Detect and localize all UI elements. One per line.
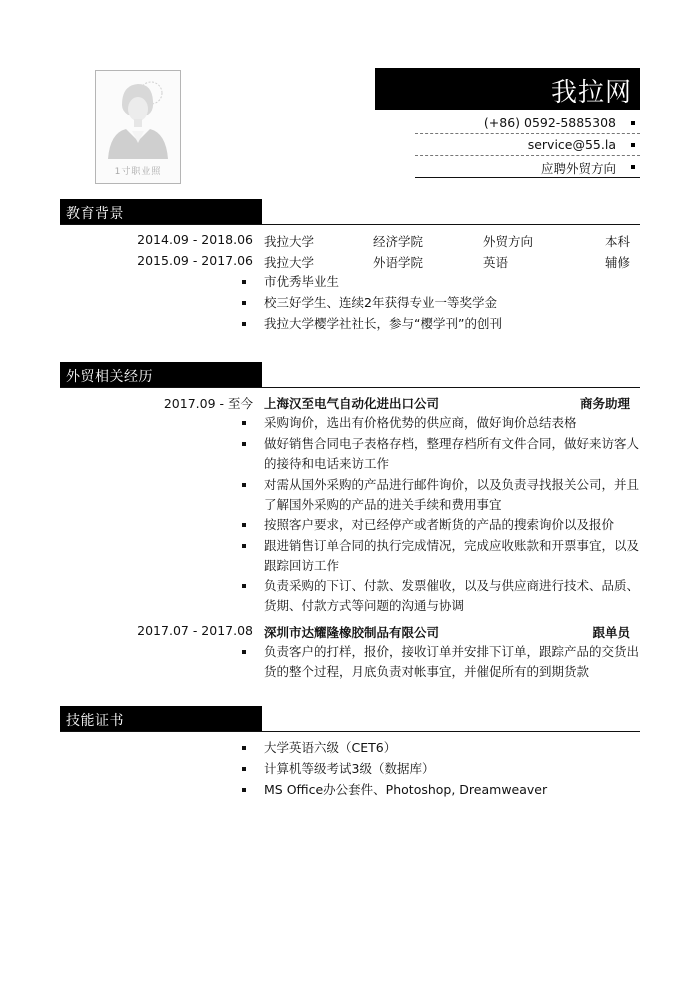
photo-caption: 1寸职业照 xyxy=(114,167,162,177)
square-bullet-icon xyxy=(242,442,246,446)
job-role: 跟单员 xyxy=(592,625,630,640)
phone-row xyxy=(415,112,640,133)
duty-text: 负责客户的打样，报价，接收订单并安排下订单，跟踪产品的交货出货的整个过程，月底负责对帐事宜，并催促所有的到期货款 xyxy=(264,644,640,679)
honor-text: 校三好学生、连续2年获得专业一等奖学金 xyxy=(264,295,497,310)
college-name: 外语学院 xyxy=(373,255,424,270)
square-bullet-icon xyxy=(242,767,246,771)
name-banner xyxy=(375,68,640,110)
degree-name: 本科 xyxy=(604,234,630,249)
divider xyxy=(415,177,640,178)
major-name: 英语 xyxy=(483,255,509,270)
skill-text: 大学英语六级（CET6） xyxy=(264,740,397,755)
college-name: 经济学院 xyxy=(373,234,424,249)
square-bullet-icon xyxy=(631,165,635,169)
email-address: service@55.la xyxy=(527,137,616,152)
square-bullet-icon xyxy=(242,523,246,527)
section-header-experience xyxy=(60,362,262,387)
job-role: 商务助理 xyxy=(579,396,630,411)
square-bullet-icon xyxy=(242,483,246,487)
phone-number: (+86) 0592-5885308 xyxy=(483,115,616,130)
square-bullet-icon xyxy=(631,143,635,147)
honor-text: 我拉大学樱学社社长，参与“樱学刊”的创刊 xyxy=(264,316,502,331)
education-entry xyxy=(60,230,640,250)
major-name: 外贸方向 xyxy=(483,234,534,249)
square-bullet-icon xyxy=(242,322,246,326)
job-entry xyxy=(60,621,640,641)
square-bullet-icon xyxy=(242,280,246,284)
square-bullet-icon xyxy=(242,584,246,588)
duty-text: 按照客户要求，对已经停产或者断货的产品的搜索询价以及报价 xyxy=(264,517,615,532)
square-bullet-icon xyxy=(242,421,246,425)
square-bullet-icon xyxy=(242,301,246,305)
degree-name: 辅修 xyxy=(604,255,630,270)
section-divider xyxy=(60,224,640,225)
school-name: 我拉大学 xyxy=(264,234,315,249)
education-entry xyxy=(60,251,640,271)
entry-date: 2015.09 - 2017.06 xyxy=(137,253,253,268)
profile-photo xyxy=(95,70,181,184)
company-name: 深圳市达耀隆橡胶制品有限公司 xyxy=(264,625,440,640)
duty-text: 负责采购的下订、付款、发票催收，以及与供应商进行技术、品质、货期、付款方式等问题的沟通与协调 xyxy=(264,578,640,613)
square-bullet-icon xyxy=(242,746,246,750)
objective-row xyxy=(415,156,640,177)
skill-text: MS Office办公套件、Photoshop, Dreamweaver xyxy=(264,782,548,797)
skill-text: 计算机等级考试3级（数据库） xyxy=(264,761,435,776)
school-name: 我拉大学 xyxy=(264,255,315,270)
honor-text: 市优秀毕业生 xyxy=(264,274,340,289)
section-divider xyxy=(60,731,640,732)
candidate-name: 我拉网 xyxy=(550,78,632,108)
square-bullet-icon xyxy=(242,650,246,654)
section-title: 技能证书 xyxy=(66,713,124,729)
section-title: 教育背景 xyxy=(66,206,124,222)
job-entry xyxy=(60,392,640,412)
section-header-skills xyxy=(60,706,262,731)
company-name: 上海汉至电气自动化进出口公司 xyxy=(264,396,440,411)
square-bullet-icon xyxy=(242,788,246,792)
job-date: 2017.09 - 至今 xyxy=(163,396,253,411)
email-row xyxy=(415,134,640,155)
section-header-education xyxy=(60,199,262,224)
duty-text: 对需从国外采购的产品进行邮件询价，以及负责寻找报关公司，并且了解国外采购的产品的进关手续和费用事宜 xyxy=(264,477,640,512)
job-objective: 应聘外贸方向 xyxy=(540,161,616,176)
duty-text: 做好销售合同电子表格存档，整理存档所有文件合同，做好来访客人的接待和电话来访工作 xyxy=(264,436,640,471)
duty-text: 采购询价，选出有价格优势的供应商，做好询价总结表格 xyxy=(264,415,577,430)
section-title: 外贸相关经历 xyxy=(66,369,153,385)
section-divider xyxy=(60,387,640,388)
job-date: 2017.07 - 2017.08 xyxy=(137,623,253,638)
square-bullet-icon xyxy=(631,121,635,125)
square-bullet-icon xyxy=(242,544,246,548)
duty-text: 跟进销售订单合同的执行完成情况，完成应收账款和开票事宜，以及跟踪回访工作 xyxy=(264,538,640,573)
entry-date: 2014.09 - 2018.06 xyxy=(137,232,253,247)
